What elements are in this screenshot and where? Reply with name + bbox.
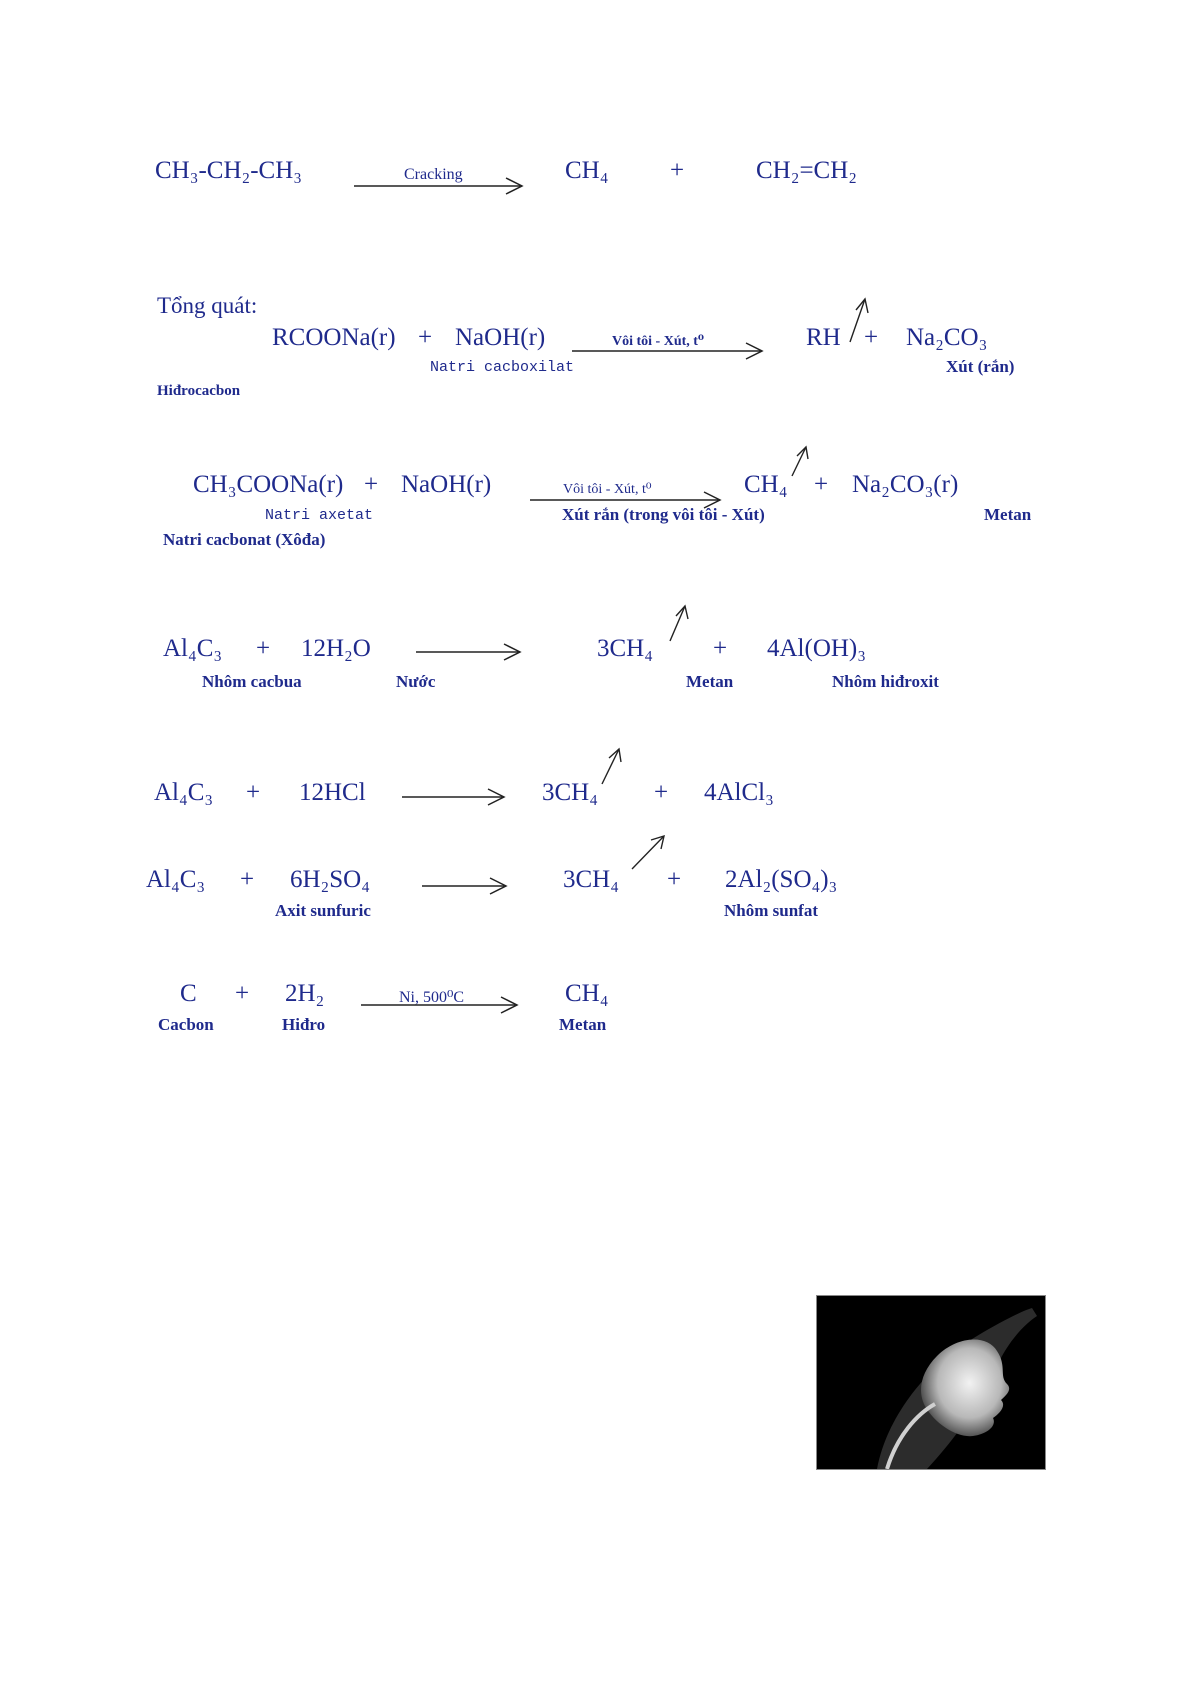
reactant-h2so4: 6H₂SO₄	[290, 866, 370, 893]
label-natri-cacboxilat: Natri cacboxilat	[430, 359, 575, 376]
plus-sign: +	[364, 471, 379, 498]
plus-sign: +	[418, 324, 433, 351]
plus-sign: +	[814, 471, 829, 498]
product-al2so43: 2Al₂(SO₄)₃	[725, 866, 838, 893]
reactant-rcoona: RCOONa(r)	[272, 324, 396, 351]
gas-arrow-icon	[600, 746, 626, 786]
plus-sign: +	[240, 866, 255, 893]
plus-sign: +	[667, 866, 682, 893]
reaction-arrow	[402, 787, 506, 807]
label-nhom-sunfat: Nhôm sunfat	[724, 901, 818, 920]
label-hidro: Hiđro	[282, 1015, 326, 1034]
reactant-carbon: C	[180, 980, 197, 1007]
label-hidrocacbon: Hiđrocacbon	[157, 383, 241, 399]
gas-arrow-icon	[630, 833, 668, 871]
reactant-naoh: NaOH(r)	[401, 471, 492, 498]
condition-cracking: Cracking	[404, 166, 463, 183]
label-cacbon: Cacbon	[158, 1015, 214, 1034]
label-metan: Metan	[686, 672, 734, 691]
product-methane: 3CH₄	[563, 866, 619, 893]
reactant-water: 12H₂O	[301, 635, 371, 662]
product-methane: CH₄	[565, 980, 609, 1007]
condition-voi-toi-xut: Vôi tôi - Xút, t⁰	[563, 482, 652, 497]
product-ethylene: CH₂=CH₂	[756, 157, 857, 184]
reactant-ch3coona: CH₃COONa(r)	[193, 471, 344, 498]
label-metan: Metan	[559, 1015, 607, 1034]
product-na2co3: Na₂CO₃	[906, 324, 988, 351]
product-methane: 3CH₄	[597, 635, 653, 662]
gas-arrow-icon	[668, 603, 692, 643]
reaction-arrow	[416, 642, 522, 662]
product-methane: 3CH₄	[542, 779, 598, 806]
reactant-al4c3: Al₄C₃	[163, 635, 223, 662]
reaction-arrow	[361, 995, 519, 1015]
reactant-propane: CH₃-CH₂-CH₃	[155, 157, 302, 184]
product-alcl3: 4AlCl₃	[704, 779, 774, 806]
product-na2co3: Na₂CO₃(r)	[852, 471, 959, 498]
plus-sign: +	[235, 980, 250, 1007]
plus-sign: +	[256, 635, 271, 662]
reactant-al4c3: Al₄C₃	[146, 866, 206, 893]
product-aloh3: 4Al(OH)₃	[767, 635, 866, 662]
reaction-arrow	[354, 176, 524, 196]
condition-voi-toi-xut: Vôi tôi - Xút, t⁰	[612, 334, 705, 349]
plus-sign: +	[246, 779, 261, 806]
decorative-photo	[816, 1295, 1046, 1470]
label-nuoc: Nước	[396, 672, 436, 691]
label-natri-axetat: Natri axetat	[265, 507, 374, 524]
product-methane: CH₄	[565, 157, 609, 184]
section-header: Tổng quát:	[157, 293, 258, 318]
reactant-hcl: 12HCl	[299, 779, 366, 806]
label-xut-ran: Xút (rắn)	[946, 357, 1015, 376]
product-methane: CH₄	[744, 471, 788, 498]
plus-sign: +	[713, 635, 728, 662]
gas-arrow-icon	[790, 444, 812, 478]
product-rh: RH	[806, 324, 841, 351]
plus-sign: +	[864, 324, 879, 351]
reaction-arrow	[572, 341, 764, 361]
condition-ni-500c: Ni, 500⁰C	[399, 989, 465, 1006]
reactant-naoh: NaOH(r)	[455, 324, 546, 351]
plus-sign: +	[670, 157, 685, 184]
reaction-arrow	[422, 876, 508, 896]
label-axit-sunfuric: Axit sunfuric	[275, 901, 371, 920]
label-metan: Metan	[984, 505, 1032, 524]
condition-xut-ran: Xút rắn (trong vôi tôi - Xút)	[562, 505, 765, 524]
label-nhom-cacbua: Nhôm cacbua	[202, 672, 302, 691]
reactant-hydrogen: 2H₂	[285, 980, 325, 1007]
label-natri-cacbonat: Natri cacbonat (Xôđa)	[163, 530, 326, 549]
reactant-al4c3: Al₄C₃	[154, 779, 214, 806]
label-nhom-hidroxit: Nhôm hiđroxit	[832, 672, 939, 691]
plus-sign: +	[654, 779, 669, 806]
